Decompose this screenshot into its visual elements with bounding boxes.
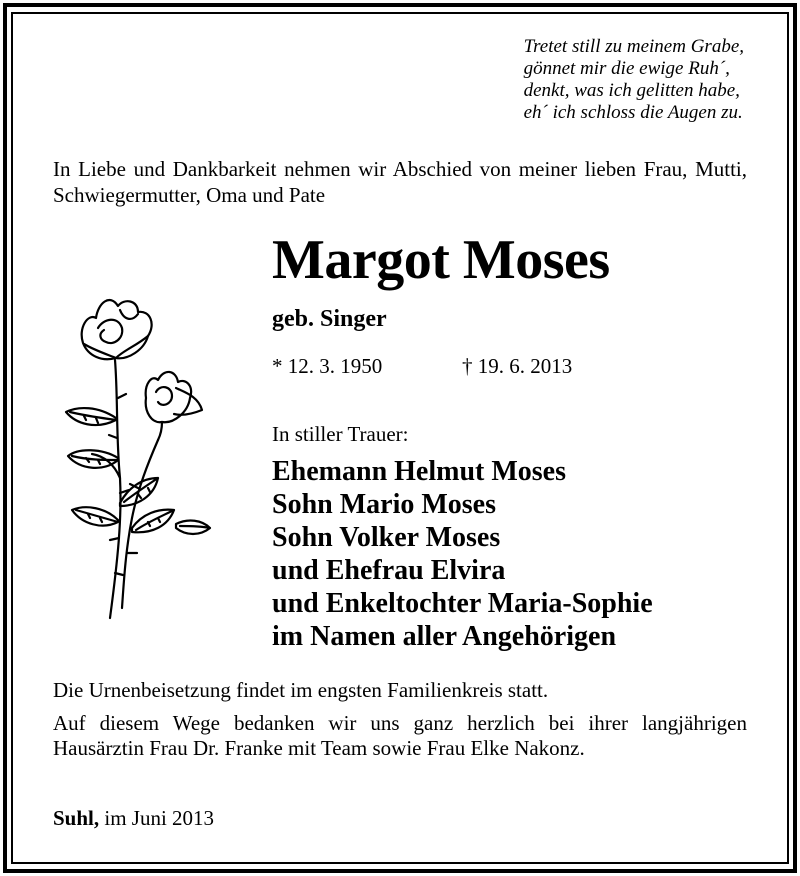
mourner-line: Sohn Mario Moses bbox=[272, 489, 496, 520]
poem-line: Tretet still zu meinem Grabe, bbox=[523, 36, 744, 57]
burial-note: Die Urnenbeisetzung findet im engsten Familienkreis statt. bbox=[53, 678, 549, 702]
poem-line: gönnet mir die ewige Ruh´, bbox=[523, 58, 730, 79]
mourning-label: In stiller Trauer: bbox=[272, 422, 409, 446]
birth-name: geb. Singer bbox=[272, 306, 387, 332]
mourner-line: im Namen aller Angehörigen bbox=[272, 621, 617, 652]
deceased-name: Margot Moses bbox=[272, 229, 610, 291]
poem-line: eh´ ich schloss die Augen zu. bbox=[523, 102, 743, 123]
mourner-line: Ehemann Helmut Moses bbox=[272, 456, 566, 487]
closing-line bbox=[53, 805, 214, 831]
mourners-list bbox=[272, 455, 653, 653]
thanks-note: Auf diesem Wege bedanken wir uns ganz herzlich bei ihrer langjährigen Hausärztin Frau Dr. Franke mit Team sowie Frau Elke Nakonz. bbox=[53, 711, 747, 760]
closing-place: Suhl, bbox=[53, 806, 100, 830]
life-dates bbox=[272, 353, 573, 379]
mourner-line: und Ehefrau Elvira bbox=[272, 555, 506, 586]
rose-icon bbox=[58, 288, 218, 628]
intro-text: In Liebe und Dankbarkeit nehmen wir Abschied von meiner lieben Frau, Mutti, Schwiegermutter, Oma und Pate bbox=[53, 157, 747, 207]
birth-date: * 12. 3. 1950 bbox=[272, 354, 383, 378]
poem-line: denkt, was ich gelitten habe, bbox=[523, 80, 740, 101]
mourner-line: Sohn Volker Moses bbox=[272, 522, 501, 553]
mourner-line: und Enkeltochter Maria-Sophie bbox=[272, 588, 653, 619]
closing-date: im Juni 2013 bbox=[104, 806, 215, 830]
poem-verse bbox=[524, 36, 744, 124]
death-date: † 19. 6. 2013 bbox=[462, 354, 573, 378]
